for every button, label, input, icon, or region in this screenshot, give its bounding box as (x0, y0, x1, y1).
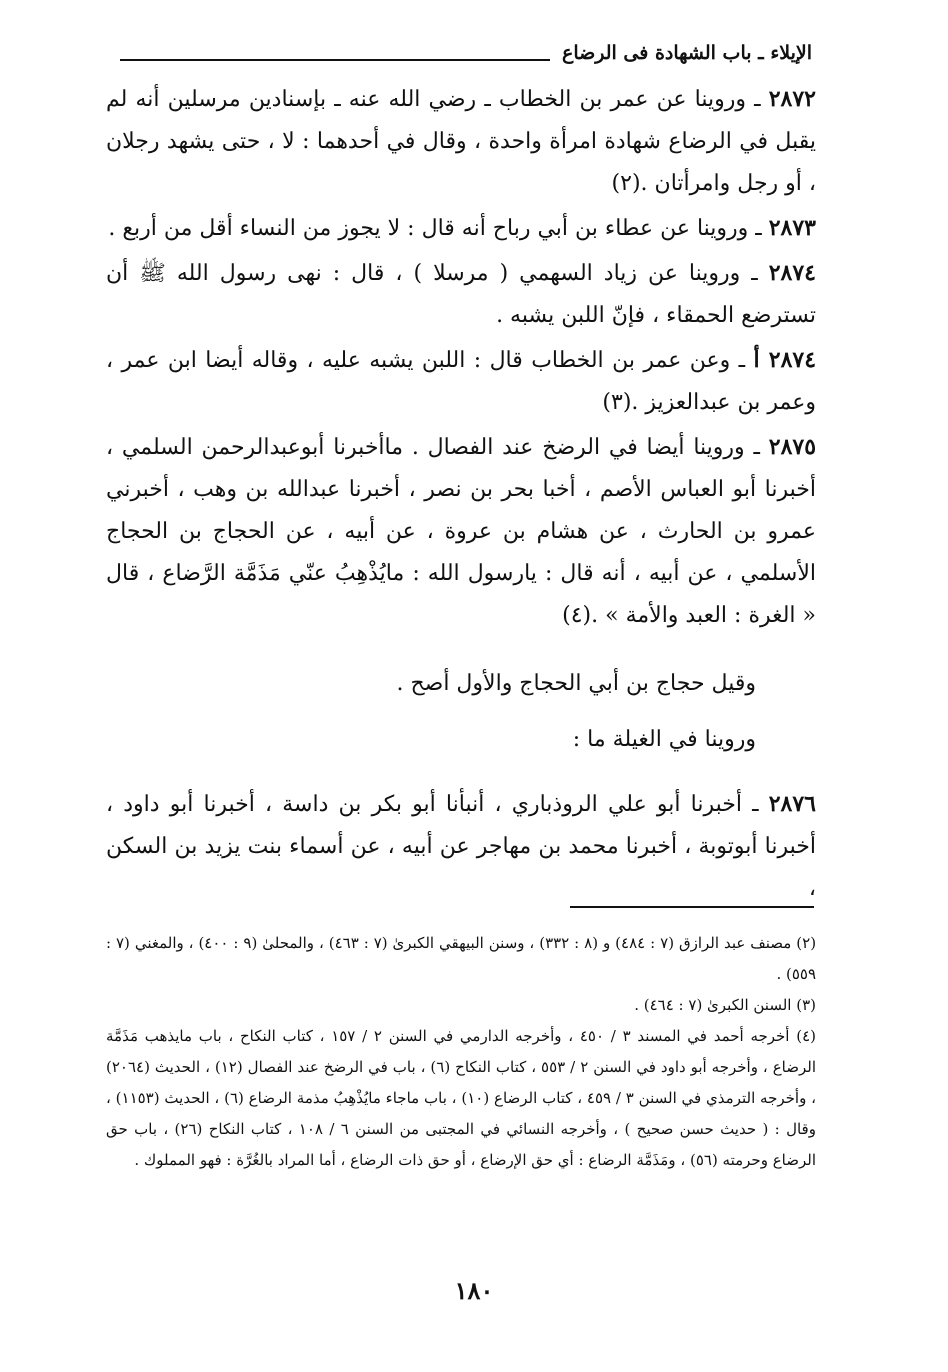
paragraph-text: ـ وروينا عن عمر بن الخطاب ـ رضي الله عنه ـ بإسنادين مرسلين أنه لم يقبل في الرضاع شهادة امرأة واحدة ، وقال في أحدهما : لا ، حتى يشهد رجلان ، أو رجل وامرأتان .(٢) (106, 87, 816, 196)
hadith-number: ٢٨٧٤ أ (753, 347, 817, 373)
paragraph-2872 (106, 78, 816, 205)
paragraph-2876 (106, 783, 816, 910)
note-line: وروينا في الغيلة ما : (572, 727, 756, 752)
footnote: (٣) السنن الكبرىٰ (٧ : ٤٦٤) . (634, 996, 816, 1014)
hadith-number: ٢٨٧٦ (768, 791, 816, 817)
footnotes (106, 928, 816, 1176)
footnote: (٤) أخرجه أحمد في المسند ٣ / ٤٥٠ ، وأخرجه الدارمي في السنن ٢ / ١٥٧ ، كتاب النكاح ، باب مايذهب مَذَمَّة الرضاع ، وأخرجه أبو داود في السنن ٢ / ٥٥٣ ، كتاب النكاح (٦) ، باب في الرضخ عند الفصال (١٢) ، الحديث (٢٠٦٤) ، وأخرجه الترمذي في السنن ٣ / ٤٥٩ ، كتاب الرضاع (١٠) ، باب ماجاء مايُذْهِبُ مذمة الرضاع (٦) ، الحديث (١١٥٣) ، وقال : ( حديث حسن صحيح ) ، وأخرجه النسائي في المجتبى من السنن ٦ / ١٠٨ ، كتاب النكاح (٢٦) ، باب حق الرضاع وحرمته (٥٦) ، ومَذَمَّة الرضاع : أي حق الإرضاع ، أو حق ذات الرضاع ، أما المراد بالغُرَّة : فهو المملوك . (106, 1027, 816, 1169)
paragraph-text: ـ وروينا عن زياد السهمي ( مرسلا ) ، قال : نهى رسول الله ﷺ أن تسترضع الحمقاء ، فإنّ اللبن يشبه . (106, 261, 816, 328)
paragraph-2874 (106, 252, 816, 337)
hadith-number: ٢٨٧٣ (768, 215, 816, 241)
header-title: الإيلاء ـ باب الشهادة فى الرضاع (562, 42, 812, 64)
paragraph-2874a (106, 339, 816, 424)
paragraph-2873 (106, 207, 816, 250)
hadith-number: ٢٨٧٥ (768, 434, 817, 460)
hadith-number: ٢٨٧٤ (768, 260, 816, 286)
paragraph-text: ـ وعن عمر بن الخطاب قال : اللبن يشبه عليه ، وقاله أيضا ابن عمر ، وعمر بن عبدالعزيز .(٣) (106, 348, 816, 415)
paragraph-2875 (106, 426, 816, 637)
running-header (120, 38, 812, 72)
hadith-number: ٢٨٧٢ (768, 86, 816, 112)
paragraph-text: ـ أخبرنا أبو علي الروذباري ، أنبأنا أبو بكر بن داسة ، أخبرنا أبو داود ، أخبرنا أبوتوبة ، أخبرنا محمد بن مهاجر عن أبيه ، عن أسماء بنت يزيد بن السكن ، (106, 792, 816, 901)
paragraph-text: ـ وروينا أيضا في الرضخ عند الفصال . ماأخبرنا أبوعبدالرحمن السلمي ، أخبرنا أبو العباس الأصم ، أخبا بحر بن نصر ، أخبرنا عبدالله بن وهب ، أخبرني عمرو بن الحارث ، عن هشام بن عروة ، عن أبيه ، عن الحجاج بن الحجاج الأسلمي ، عن أبيه ، أنه قال : يارسول الله : مايُذْهِبُ عنّي مَذَمَّة الرَّضاع ، قال « الغرة : العبد والأمة » .(٤) (106, 435, 816, 628)
header-rule (120, 59, 550, 61)
page-number: ١٨٠ (454, 1276, 494, 1305)
paragraph-text: ـ وروينا عن عطاء بن أبي رباح أنه قال : لا يجوز من النساء أقل من أربع . (108, 216, 762, 241)
note-line: وقيل حجاج بن أبي الحجاج والأول أصح . (396, 671, 756, 696)
main-text (106, 78, 816, 912)
footnote: (٢) مصنف عبد الرازق (٧ : ٤٨٤) و (٨ : ٣٣٢) ، وسنن البيهقي الكبرىٰ (٧ : ٤٦٣) ، والمحلىٰ (٩ : ٤٠٠) ، والمغني (٧ : ٥٥٩) . (106, 934, 817, 983)
footnote-rule (570, 906, 814, 908)
